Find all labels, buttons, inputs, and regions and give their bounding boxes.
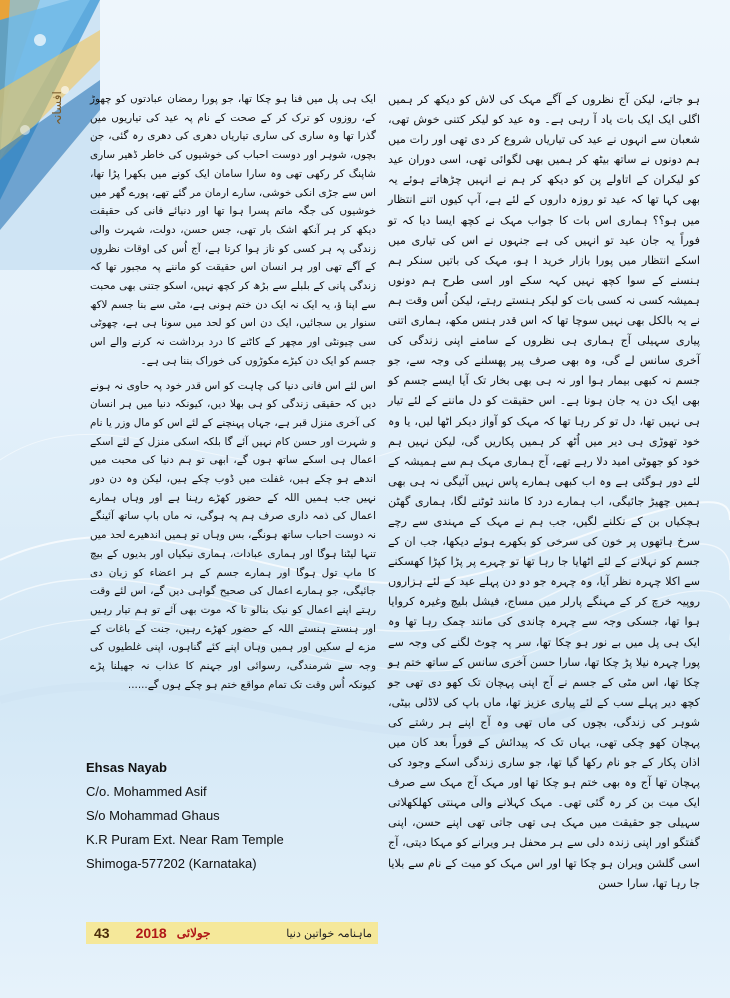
article-column-left	[90, 90, 376, 701]
address-line: C/o. Mohammed Asif	[86, 784, 207, 799]
address-line: Shimoga-577202 (Karnataka)	[86, 856, 257, 871]
author-address	[86, 756, 376, 876]
paragraph: ایک ہی پل میں فنا ہو چکا تھا، جو پورا رمضان عبادتوں کو چھوڑ کے، روزوں کو ترک کر کے صحت کے نام پہ عید کی تیاریوں میں گذرا تھا وہ ساری کی ساری تیاریاں دھری کی دھری رہ گئی، جن بچوں، شوہر اور دوست احباب کی خوشیوں کی خاطر ڈھیر ساری شاپنگ کر رکھی تھی وہ سارا سامان ایک کونے میں بکھرا پڑا تھا، اس سے جڑی انکی خوشی، سارے ارمان مر گئے تھے، پورے گھر میں خوشیوں کی جگہ ماتم پسرا ہوا تھا اور دنیائے فانی کی حقیقت دیکھ کر ہر آنکھ اشک بار تھی، جس حسن، دولت، شہرت والی زندگی پہ ہر کسی کو ناز ہوا کرتا ہے، آج اُس کی اوقات نظروں کے آگے تھی اور ہر انسان اس حقیقت کو ماننے پہ مجبور تھا کہ زندگی پانی کے بلبلے سے بڑھ کر کچھ نہیں، اسکو جتنی بھی محبت سے اپنا ؤ، یہ ایک نہ ایک دن ختم ہونی ہے، مٹی سے بنا جسم لاکھ سنوار یں سجائیں، ایک دن اس کو لحد میں سونا ہی ہے، چھوٹی سی چیونٹی اور مچھر کے کاٹنے کا درد برداشت نہ کرنے والے اس جسم کو ایک دن کیڑے مکوڑوں کی خوراک بننا ہی ہے۔	[90, 93, 376, 367]
address-line: S/o Mohammad Ghaus	[86, 808, 220, 823]
decorative-corner-art	[0, 0, 100, 270]
paragraph: ہو جاتے، لیکن آج نظروں کے آگے مہک کی لاش کو دیکھ کر ہمیں اگلی ایک ایک بات یاد آ رہی ہے۔ وہ عید کو لیکر کتنی خوش تھی، شعبان سے انہوں نے عید کی تیاریاں شروع کر دی تھی اور رات میں ہم دونوں نے ساتھ بیٹھ کر ہمیں بھی لگوائی تھی، اسی دوران عید کو لیکران کے اتاولے پن کو دیکھ کر ہم نے انہیں چڑھاتے ہوئے یہ بھی کہا تھا کہ عید تو روزہ داروں کے لئے ہے، آپ کیوں اتنے انتظار میں ہو؟؟ ہماری اس بات کا جواب مہک نے کچھ ایسا دیا کہ تو فوراً یہ جان عید تو انہیں کی ہے جنہوں نے اس کی تیاری میں اسکے انتظار میں پورا بازار خرید ا ہو، مہک کی باتیں سنکر ہم ہنسنے کے سوا کچھ نہیں کہہ سکے اور اسی طرح ہم دونوں ہمیشہ کسی نہ کسی بات کو لیکر ہنستے رہتے، لیکن اُس وقت ہم نے یہ بالکل بھی نہیں سوچا تھا کہ اس قدر ہنس مکھ، ہماری اتنی پیاری سہیلی آج ہماری ہی نظروں کے سامنے اپنی زندگی کی آخری سانس لے گی، وہ بھی صرف پیر پھسلنے کی وجہ سے، جو جسم نہ کبھی بیمار ہوا اور نہ ہی بھی بخار تک آیا ایسے جسم کو بھی ایک دن یہ جان ہونا ہے۔ اس حقیقت کو دل ماننے کے لئے تیار ہی نہیں تھا، دل تو کر رہا تھا کہ مہک کو آواز دیکر اٹھا لیں، یا وہ خود تھوڑی ہی دیر میں اُٹھ کر ہمیں پکاریں گی، لیکن نہیں ہم خود کو جھوٹی امید دلا رہے تھے، آج ہماری مہک ہم سے ہمیشہ کے لئے دور ہوگئی ہے وہ اب کبھی ہمارے پاس نہیں آئیگی نہ ہی بھی ہمیں چھیڑ جائیگی، اب ہمارے درد کا مانند ٹوٹنے لگا، ہماری گھٹن ہچکیاں بن کے نکلنے لگیں، جب ہم نے مہک کے مہندی سے رچے سرخ ہاتھوں پر خون کی سرخی کو بکھرے ہوئے دیکھا، جب ان کے جسم کو نہلانے کے لئے اٹھایا جا رہا تھا تو چہرے پر پڑا کپڑا کھسکنے سے اکلا چہرہ نظر آیا، وہ چہرہ جو دو دن پہلے عید کے لئے ہزاروں روپیہ خرچ کر کے مہنگے پارلر میں مساج، فیشل بلیچ وغیرہ کروایا ہوا تھا، جسکی وجہ سے چہرہ چاندی کی مانند چمک رہا تھا وہ ایک ہی پل میں بے نور ہو چکا تھا، سر پہ چوٹ لگنے کی وجہ سے پورا چہرہ نیلا پڑ چکا تھا، سارا حسن آخری سانس کے ساتھ ختم ہو چکا تھا، اس مٹی کے جسم نے آج اپنی پہچان تک کھو دی تھی جو کچھ دیر پہلے سب کے لئے پیاری عزیز تھا، ماں باپ کی لاڈلی بیٹی، شوہر کی زندگی، بچوں کی ماں تھی وہ آج اپنے ہر رشتے کی پہچان کھو چکی تھی، یہاں تک کہ پیدائش کے فوراً بعد کان میں اذان پکار کے جو نام رکھا گیا تھا، جو ساری زندگی اسکے وجود کی پہچان تھا آج وہ بھی ختم ہو چکا تھا اور مہک آج مہک سے صرف ایک میت بن کر رہ گئی تھی۔ مہک کہلانے والی مہنتی کھلکھلاتی سہیلی جو حقیقت میں مہک ہی تھی جاتی تھی اپنے حسن، اپنی گفتگو اور اپنی زندہ دلی سے ہر محفل ہر ویرانے کو مہکا دیتی، آج اسی گلشن ویران ہو چکا تھا اور اس مہک کو میت کے نام سے بلایا جا رہا تھا، سارا حسن	[388, 93, 700, 890]
section-label: افسانہ	[50, 91, 64, 125]
author-name: Ehsas Nayab	[86, 760, 167, 775]
issue-year: 2018	[135, 925, 167, 941]
page-number: 43	[94, 925, 110, 941]
magazine-name: ماہنامہ خواتین دنیا	[286, 927, 372, 940]
issue-month: جولائی	[176, 926, 211, 940]
paragraph: اس لئے اس فانی دنیا کی چاہت کو اس قدر خود پہ حاوی نہ ہونے دیں کہ حقیقی زندگی کو ہی بھلا دیں، کیونکہ دنیا میں ہر انسان کی آخری منزل قبر ہے، جہاں پہنچنے کے لئے اس کو مال وزر یا نام و شہرت اور حسن کام نہیں آئے گا بلکہ اسکی منزل کے لئے اسکے اعمال ہی اسکے ساتھ ہوں گے، ابھی تو ہم دنیا کی محبت میں اندھے ہو چکے ہیں، غفلت میں ڈوب چکے ہیں، لیکن وہ دن دور نہیں جب ہمیں اللہ کے حضور کھڑے رہنا ہے اور وہاں ہمارے اعمال کی ذمہ داری صرف ہم پہ ہوگی، نہ ماں باپ ساتھ آئینگے نہ دوست احباب ساتھ ہونگے، بس وہاں تو ہمیں اندھیرے لحد میں تنہا لیٹنا ہوگا اور ہماری عبادات، ہماری نیکیاں اور بدیوں کے بیچ کا ماپ تول ہوگا اور ہمارے جسم کے ہر اعضاء کو زبان دی جائیگی، جو ہمارے اعمال کی صحیح گواہی دیں گے، اس لئے وقت رہتے اپنے اعمال کو نیک بنالو تا کہ موت بھی آئے تو ہم تیار رہیں اور ہنستے ہنستے اللہ کے حضور کھڑے رہیں، جنت کے باغات کے مزے لے سکیں اور ہمیں وہاں اپنے کئے گناہوں، اپنی غلطیوں کی وجہ سے شرمندگی، رسوائی اور جہنم کا عذاب نہ جھیلنا پڑے کیونکہ اُس وقت تک تمام مواقع ختم ہو چکے ہوں گے......	[90, 379, 376, 691]
address-line: K.R Puram Ext. Near Ram Temple	[86, 832, 284, 847]
article-column-right	[388, 90, 700, 900]
page-footer	[86, 922, 378, 944]
